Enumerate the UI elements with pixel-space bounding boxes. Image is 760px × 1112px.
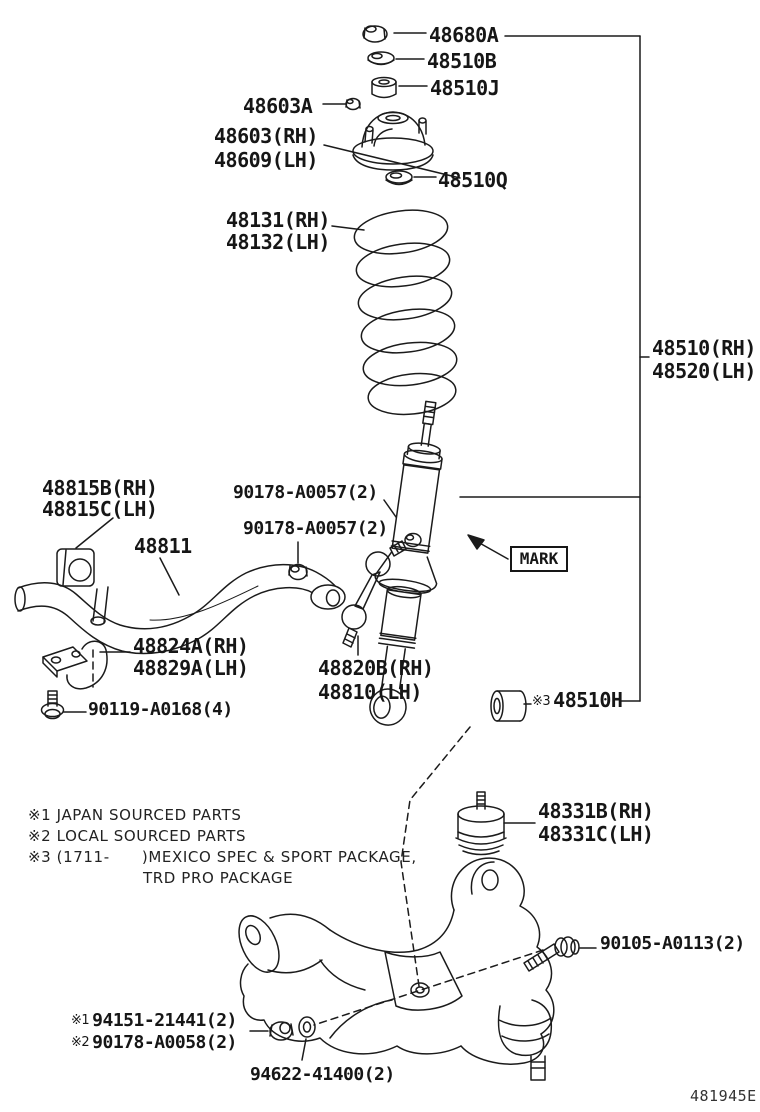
label-48510-rh: 48510(RH) bbox=[652, 336, 756, 360]
stabilizer-bushing-48815-drawing bbox=[57, 549, 94, 586]
label-48520-lh: 48520(LH) bbox=[652, 359, 756, 383]
label-94151-21441 bbox=[71, 1012, 237, 1030]
label-48331B-rh: 48331B(RH) bbox=[538, 799, 654, 823]
ref-mark-1: ※1 bbox=[71, 1013, 90, 1028]
label-48829A-lh: 48829A(LH) bbox=[133, 656, 249, 680]
label-48510H bbox=[532, 690, 622, 711]
washer-48510Q-drawing bbox=[386, 171, 412, 185]
label-48510H-number: 48510H bbox=[553, 688, 623, 712]
nut-48603A-drawing bbox=[346, 99, 360, 110]
label-90105-A0113: 90105-A0113(2) bbox=[600, 933, 745, 954]
label-48132-lh: 48132(LH) bbox=[226, 230, 330, 254]
label-48510Q: 48510Q bbox=[438, 168, 508, 192]
label-48603-rh: 48603(RH) bbox=[214, 124, 318, 148]
bushing-48510H-drawing bbox=[491, 691, 526, 721]
label-48815B-rh: 48815B(RH) bbox=[42, 476, 158, 500]
label-48820B-rh: 48820B(RH) bbox=[318, 656, 434, 680]
mark-box: MARK bbox=[510, 546, 568, 572]
label-48811: 48811 bbox=[134, 534, 192, 558]
washer-48510B-drawing bbox=[368, 52, 394, 65]
spring-bumper-48331-drawing bbox=[456, 792, 506, 855]
stabilizer-bracket-48824A-drawing bbox=[43, 641, 107, 689]
label-48810-lh: 48810(LH) bbox=[318, 680, 422, 704]
label-48603A: 48603A bbox=[243, 94, 313, 118]
label-48609-lh: 48609(LH) bbox=[214, 148, 318, 172]
washer-94622-drawing bbox=[299, 1017, 315, 1037]
label-48510J: 48510J bbox=[430, 76, 500, 100]
ref-mark-3: ※3 bbox=[532, 694, 551, 709]
support-nut-48680A-drawing bbox=[363, 26, 387, 42]
label-48331C-lh: 48331C(LH) bbox=[538, 822, 654, 846]
label-48510B: 48510B bbox=[427, 49, 497, 73]
footnote-japan-sourced: ※1 JAPAN SOURCED PARTS bbox=[28, 806, 242, 824]
label-90178-A0057-2: 90178-A0057(2) bbox=[243, 518, 388, 539]
footnote-local-sourced: ※2 LOCAL SOURCED PARTS bbox=[28, 827, 247, 845]
label-94622-41400: 94622-41400(2) bbox=[250, 1064, 395, 1085]
diagram-code: 481945E bbox=[690, 1087, 757, 1105]
footnote-trd-pro: TRD PRO PACKAGE bbox=[143, 869, 294, 887]
label-48680A: 48680A bbox=[429, 23, 499, 47]
footnote-mexico-spec: ※3 (1711- )MEXICO SPEC & SPORT PACKAGE, bbox=[28, 848, 417, 866]
label-94151-number: 94151-21441(2) bbox=[92, 1010, 237, 1031]
bolt-90119-drawing bbox=[42, 691, 64, 719]
label-48815C-lh: 48815C(LH) bbox=[42, 497, 158, 521]
label-48131-rh: 48131(RH) bbox=[226, 208, 330, 232]
label-90178-A0057-1: 90178-A0057(2) bbox=[233, 482, 378, 503]
label-48824A-rh: 48824A(RH) bbox=[133, 634, 249, 658]
ref-mark-2: ※2 bbox=[71, 1035, 90, 1050]
coil-spring-drawing bbox=[352, 205, 460, 419]
mark-arrow bbox=[468, 535, 508, 559]
label-90178-A0058-number: 90178-A0058(2) bbox=[92, 1032, 237, 1053]
label-90178-A0058 bbox=[71, 1034, 237, 1052]
lower-control-arm-drawing bbox=[231, 858, 554, 1064]
link-nut-90178-lower-drawing bbox=[289, 565, 307, 580]
bushing-48510J-drawing bbox=[372, 78, 396, 98]
label-90119-A0168: 90119-A0168(4) bbox=[88, 699, 233, 720]
